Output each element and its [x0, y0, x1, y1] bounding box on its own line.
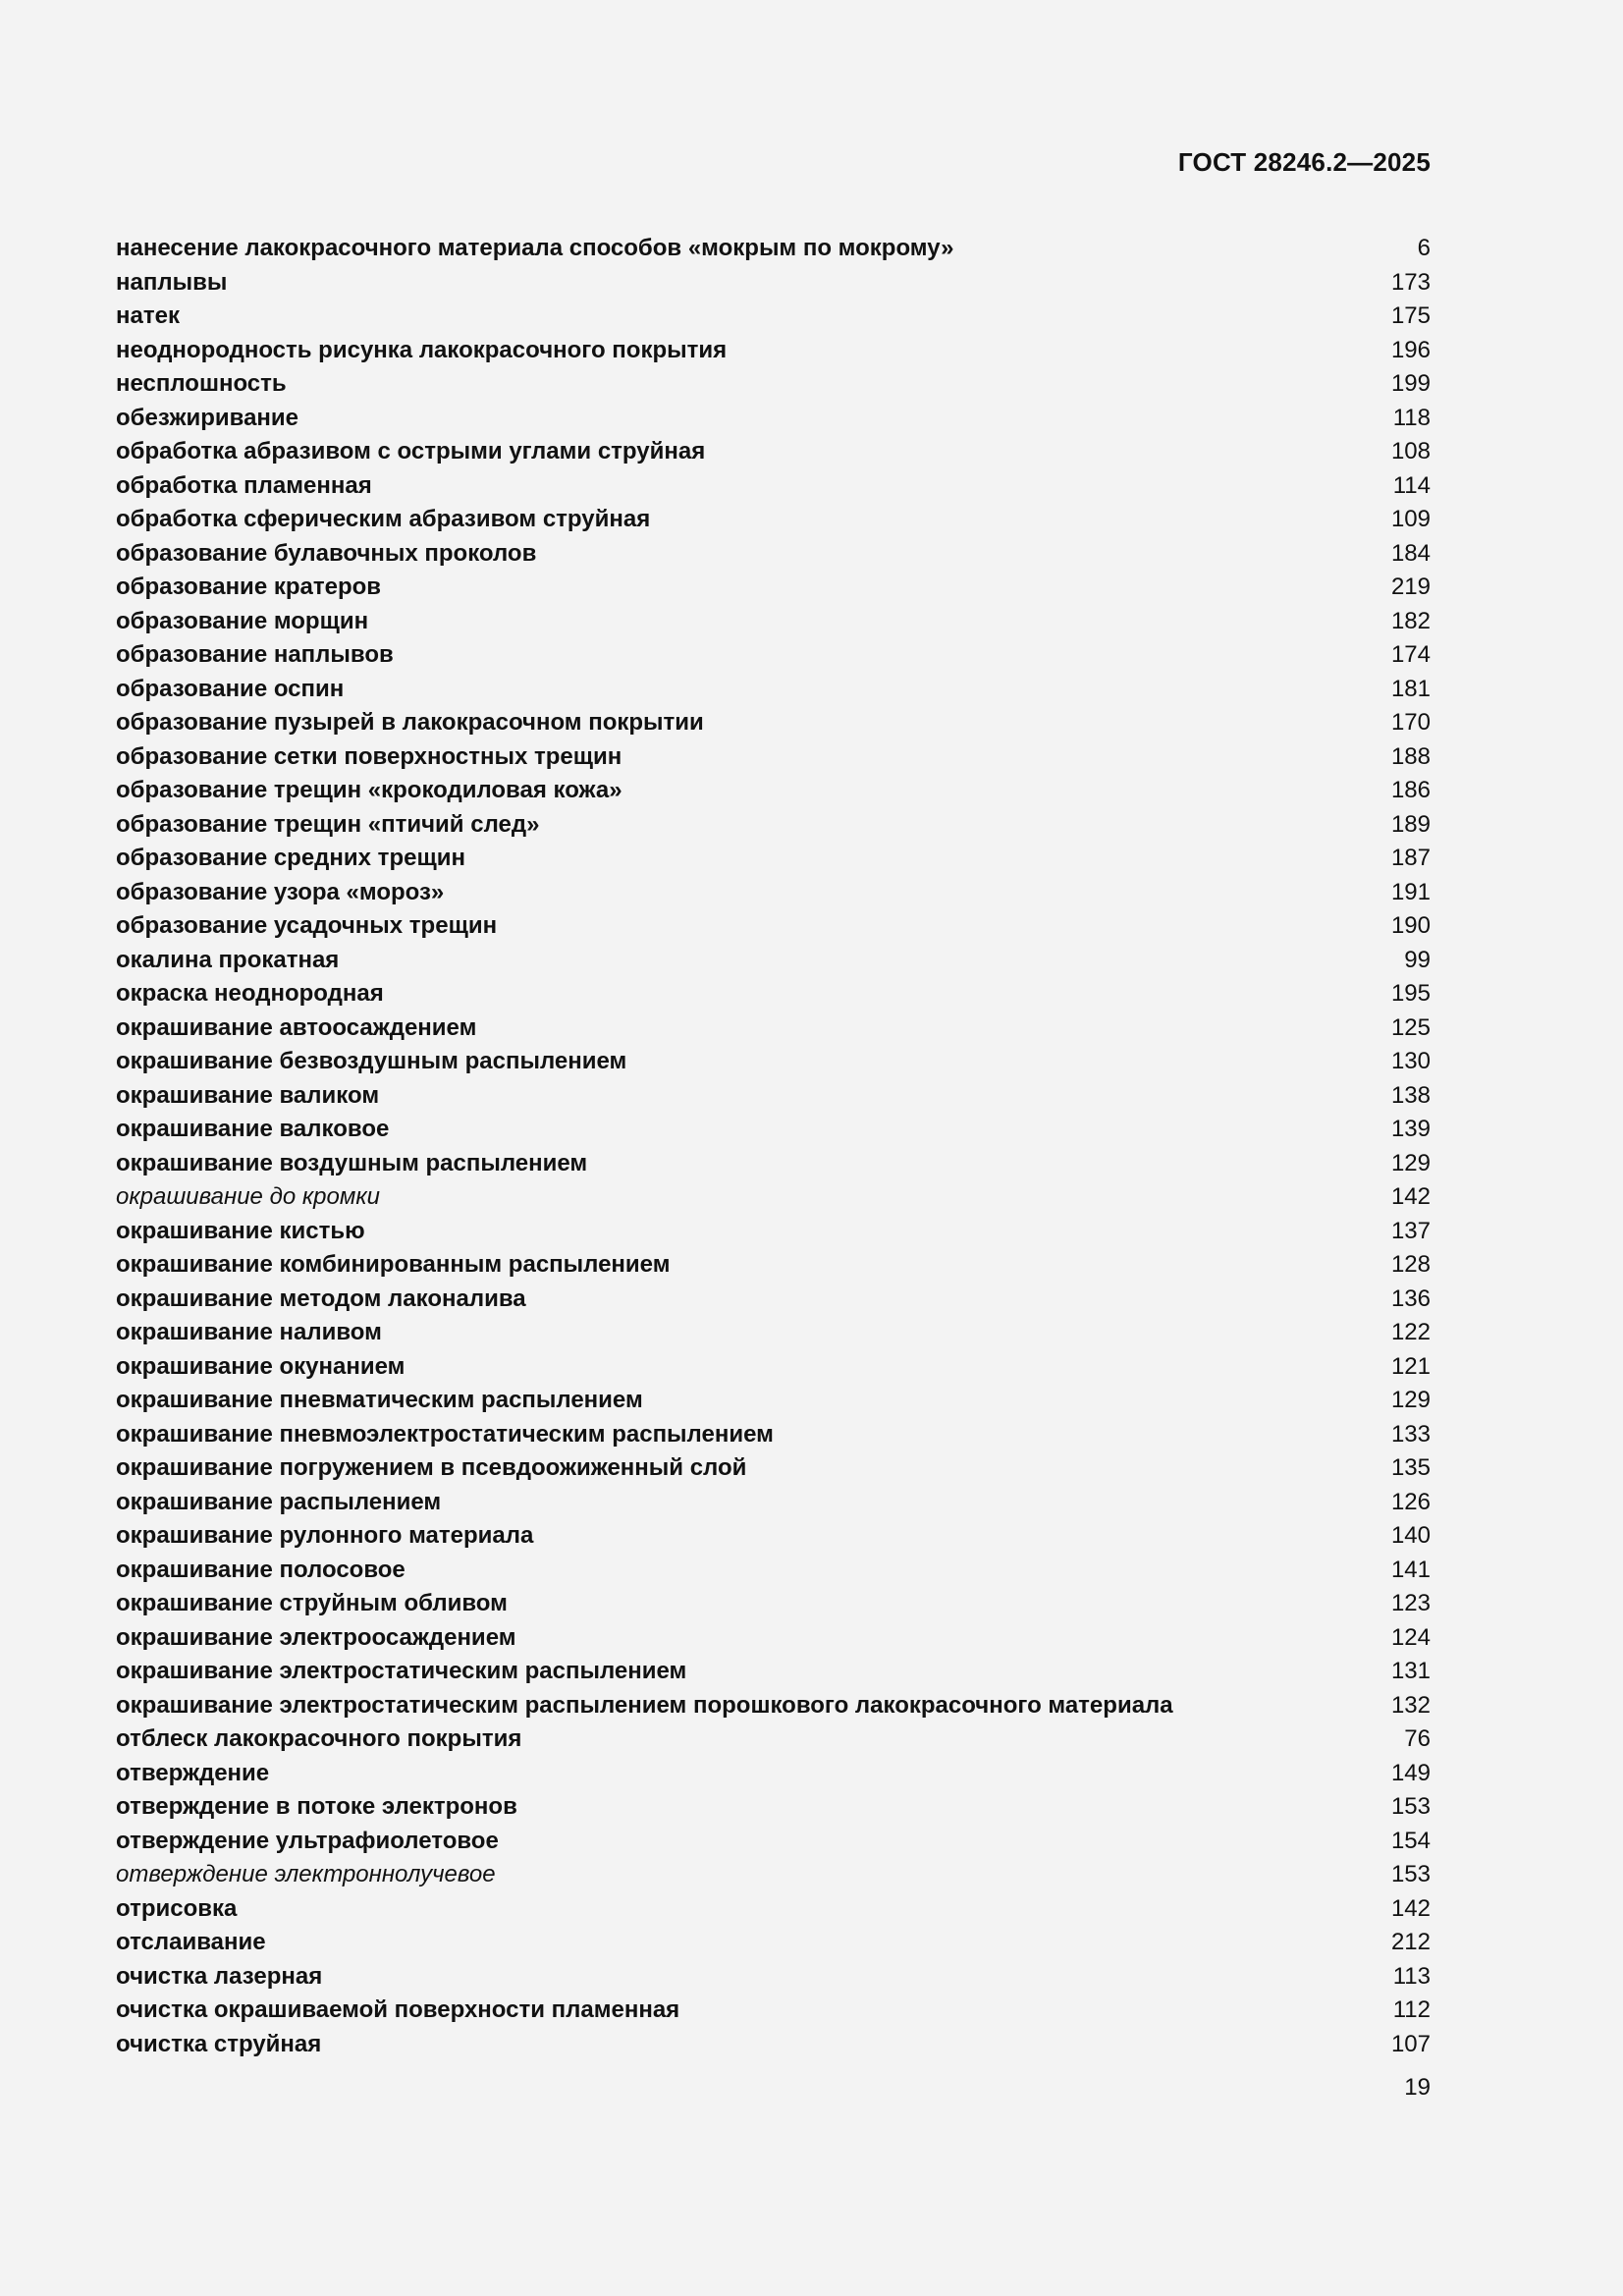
index-page-ref: 188	[1390, 742, 1431, 770]
index-entry	[116, 1858, 1431, 1892]
index-term: окрашивание методом лаконалива	[116, 1285, 526, 1312]
index-page-ref: 181	[1390, 675, 1431, 702]
index-term: отверждение в потоке электронов	[116, 1793, 517, 1820]
index-page-ref: 212	[1390, 1929, 1431, 1955]
index-entry	[116, 469, 1431, 504]
index-page-ref: 149	[1390, 1759, 1431, 1786]
index-term: образование трещин «птичий след»	[116, 810, 540, 838]
index-entry	[116, 367, 1431, 402]
index-page-ref: 182	[1390, 607, 1431, 634]
index-term: окрашивание валиком	[116, 1081, 380, 1109]
index-page-ref: 125	[1390, 1013, 1431, 1041]
index-page-ref: 76	[1404, 1725, 1431, 1752]
index-page-ref: 139	[1390, 1116, 1431, 1142]
page-number: 19	[1404, 2074, 1431, 2101]
index-page-ref: 138	[1390, 1081, 1431, 1109]
index-term: несплошность	[116, 370, 287, 397]
index-page-ref: 135	[1390, 1454, 1431, 1481]
index-entry	[116, 1248, 1431, 1283]
index-term: окрашивание автоосаждением	[116, 1013, 477, 1041]
index-entry	[116, 1384, 1431, 1418]
index-page-ref: 170	[1390, 709, 1431, 736]
index-entry	[116, 1926, 1431, 1960]
index-entry	[116, 1554, 1431, 1588]
index-entry	[116, 1790, 1431, 1825]
index-page-ref: 142	[1390, 1183, 1431, 1210]
index-entry	[116, 435, 1431, 469]
index-page-ref: 184	[1390, 539, 1431, 567]
index-entry	[116, 740, 1431, 775]
index-entry	[116, 402, 1431, 436]
index-page-ref: 175	[1390, 302, 1431, 329]
index-entry	[116, 1960, 1431, 1995]
index-term: окрашивание полосовое	[116, 1556, 406, 1583]
index-page-ref: 219	[1390, 574, 1431, 600]
index-term: очистка лазерная	[116, 1962, 323, 1990]
index-page-ref: 154	[1390, 1827, 1431, 1854]
index-page-ref: 129	[1390, 1149, 1431, 1176]
index-page-ref: 136	[1390, 1285, 1431, 1312]
index-term: очистка струйная	[116, 2030, 322, 2057]
index-page-ref: 112	[1392, 1996, 1431, 2023]
index-entry	[116, 1113, 1431, 1147]
index-page-ref: 133	[1390, 1420, 1431, 1448]
index-entry	[116, 944, 1431, 978]
index-entry	[116, 266, 1431, 301]
index-term: отверждение электроннолучевое	[116, 1861, 496, 1887]
index-entry	[116, 1451, 1431, 1486]
index-entry	[116, 673, 1431, 707]
index-entry	[116, 537, 1431, 572]
index-entry	[116, 232, 1431, 266]
index-entry	[116, 1079, 1431, 1114]
index-term: окрашивание электроосаждением	[116, 1623, 516, 1651]
index-entry	[116, 1892, 1431, 1927]
index-term: окрашивание безвоздушным распылением	[116, 1048, 627, 1074]
index-entry	[116, 1994, 1431, 2028]
index-entry	[116, 1350, 1431, 1385]
index-page-ref: 128	[1390, 1251, 1431, 1278]
index-page-ref: 132	[1390, 1691, 1431, 1719]
index-entry	[116, 1486, 1431, 1520]
index-term: окрашивание наливом	[116, 1319, 382, 1345]
index-page-ref: 137	[1390, 1217, 1431, 1244]
index-entry	[116, 300, 1431, 334]
index-page-ref: 189	[1390, 810, 1431, 838]
index-page-ref: 196	[1390, 336, 1431, 363]
index-term: окрашивание до кромки	[116, 1183, 381, 1210]
index-page-ref: 190	[1390, 912, 1431, 939]
index-term: образование морщин	[116, 607, 369, 634]
index-page-ref: 142	[1390, 1894, 1431, 1922]
index-term: отрисовка	[116, 1894, 238, 1922]
index-term: окрашивание валковое	[116, 1116, 390, 1142]
index-page-ref: 191	[1390, 878, 1431, 905]
index-list	[116, 232, 1431, 2061]
index-entry	[116, 1722, 1431, 1757]
index-term: окрашивание электростатическим распылением	[116, 1658, 687, 1684]
index-term: окрашивание кистью	[116, 1217, 365, 1244]
index-entry	[116, 1011, 1431, 1046]
index-entry	[116, 842, 1431, 876]
index-term: отверждение	[116, 1759, 270, 1786]
index-term: образование оспин	[116, 675, 345, 702]
index-term: окрашивание комбинированным распылением	[116, 1251, 671, 1278]
index-entry	[116, 1655, 1431, 1689]
index-term: образование узора «мороз»	[116, 878, 445, 905]
index-page-ref: 130	[1390, 1048, 1431, 1074]
index-term: окрашивание распылением	[116, 1488, 442, 1515]
index-term: отверждение ультрафиолетовое	[116, 1827, 499, 1854]
index-entry	[116, 1587, 1431, 1621]
index-page-ref: 124	[1390, 1623, 1431, 1651]
index-entry	[116, 503, 1431, 537]
index-term: обработка абразивом с острыми углами струйная	[116, 438, 706, 465]
index-term: окрашивание окунанием	[116, 1352, 406, 1380]
index-page-ref: 108	[1390, 438, 1431, 465]
index-entry	[116, 1757, 1431, 1791]
index-entry	[116, 706, 1431, 740]
index-term: образование пузырей в лакокрасочном покрытии	[116, 709, 704, 736]
index-term: образование кратеров	[116, 574, 382, 600]
index-term: отслаивание	[116, 1929, 266, 1955]
index-page-ref: 99	[1404, 946, 1431, 973]
index-entry	[116, 1045, 1431, 1079]
index-entry	[116, 1825, 1431, 1859]
index-page-ref: 174	[1390, 641, 1431, 668]
index-entry	[116, 909, 1431, 944]
index-entry	[116, 1621, 1431, 1656]
index-term: отблеск лакокрасочного покрытия	[116, 1725, 522, 1752]
index-page-ref: 114	[1392, 471, 1431, 499]
index-entry	[116, 605, 1431, 639]
index-entry	[116, 977, 1431, 1011]
index-term: образование наплывов	[116, 641, 394, 668]
index-page-ref: 123	[1390, 1590, 1431, 1616]
index-term: очистка окрашиваемой поверхности пламенная	[116, 1996, 680, 2023]
index-entry	[116, 1418, 1431, 1452]
index-entry	[116, 1316, 1431, 1350]
index-entry	[116, 774, 1431, 808]
index-page-ref: 126	[1390, 1488, 1431, 1515]
index-entry	[116, 1519, 1431, 1554]
index-page-ref: 186	[1390, 777, 1431, 803]
index-term: образование трещин «крокодиловая кожа»	[116, 777, 622, 803]
index-entry	[116, 2028, 1431, 2062]
index-entry	[116, 1689, 1431, 1723]
index-page-ref: 107	[1390, 2030, 1431, 2057]
index-page-ref: 6	[1417, 235, 1431, 261]
index-term: окрашивание воздушным распылением	[116, 1149, 588, 1176]
index-term: окалина прокатная	[116, 946, 340, 973]
index-entry	[116, 571, 1431, 605]
index-term: окраска неоднородная	[116, 980, 384, 1007]
index-page-ref: 118	[1392, 404, 1431, 431]
index-page-ref: 153	[1390, 1861, 1431, 1887]
index-term: обезжиривание	[116, 404, 299, 431]
index-entry	[116, 1283, 1431, 1317]
document-header: ГОСТ 28246.2—2025	[1177, 147, 1431, 177]
index-term: обработка сферическим абразивом струйная	[116, 506, 651, 532]
index-page-ref: 122	[1390, 1319, 1431, 1345]
index-entry	[116, 1215, 1431, 1249]
index-entry	[116, 1147, 1431, 1181]
index-page-ref: 173	[1390, 268, 1431, 296]
index-term: окрашивание пневмоэлектростатическим распылением	[116, 1420, 774, 1448]
index-term: нанесение лакокрасочного материала способов «мокрым по мокрому»	[116, 235, 954, 261]
index-page-ref: 141	[1390, 1556, 1431, 1583]
index-entry	[116, 1180, 1431, 1215]
index-term: окрашивание погружением в псевдоожиженный слой	[116, 1454, 747, 1481]
index-page-ref: 131	[1390, 1658, 1431, 1684]
index-term: окрашивание рулонного материала	[116, 1522, 534, 1549]
index-term: наплывы	[116, 268, 228, 296]
index-entry	[116, 876, 1431, 910]
index-term: неоднородность рисунка лакокрасочного покрытия	[116, 336, 728, 363]
index-term: натек	[116, 302, 180, 329]
index-term: окрашивание электростатическим распылением порошкового лакокрасочного материала	[116, 1691, 1173, 1719]
index-term: образование булавочных проколов	[116, 539, 537, 567]
index-term: образование средних трещин	[116, 845, 465, 871]
index-term: образование сетки поверхностных трещин	[116, 742, 622, 770]
index-term: обработка пламенная	[116, 471, 372, 499]
index-entry	[116, 808, 1431, 843]
index-term: окрашивание струйным обливом	[116, 1590, 508, 1616]
index-page-ref: 187	[1390, 845, 1431, 871]
index-page-ref: 199	[1390, 370, 1431, 397]
index-term: образование усадочных трещин	[116, 912, 498, 939]
index-page-ref: 140	[1390, 1522, 1431, 1549]
index-entry	[116, 638, 1431, 673]
index-page-ref: 153	[1390, 1793, 1431, 1820]
index-page-ref: 113	[1392, 1962, 1431, 1990]
index-entry	[116, 334, 1431, 368]
index-page-ref: 121	[1390, 1352, 1431, 1380]
index-term: окрашивание пневматическим распылением	[116, 1387, 643, 1413]
index-page-ref: 109	[1390, 506, 1431, 532]
index-page-ref: 129	[1390, 1387, 1431, 1413]
index-page-ref: 195	[1390, 980, 1431, 1007]
